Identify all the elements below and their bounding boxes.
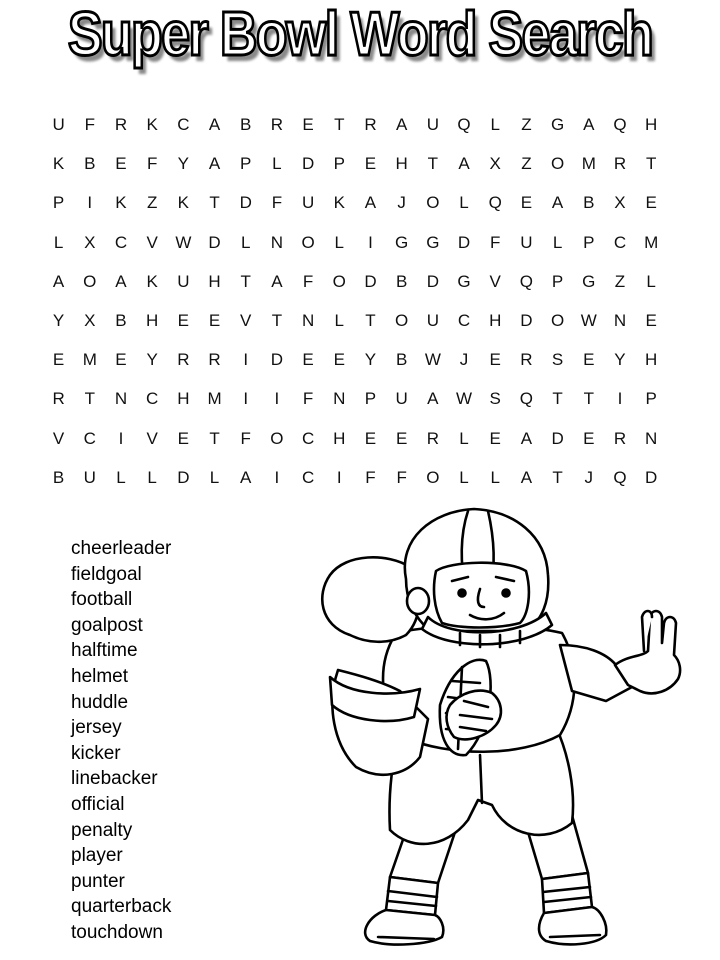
- grid-letter: H: [489, 310, 502, 330]
- word-list: [71, 536, 171, 946]
- grid-letter: Y: [52, 310, 65, 330]
- grid-letter: P: [52, 193, 65, 213]
- grid-letter: D: [364, 271, 377, 291]
- word-list-item: touchdown: [71, 921, 163, 943]
- grid-letter: U: [52, 115, 65, 134]
- grid-letter: C: [177, 115, 190, 134]
- grid-letter: E: [645, 193, 657, 213]
- word-list-item: penalty: [71, 819, 133, 841]
- grid-letter: G: [426, 232, 440, 252]
- grid-letter: V: [489, 271, 501, 291]
- grid-letter: R: [426, 428, 439, 448]
- word-list-item: player: [71, 845, 123, 867]
- grid-letter: A: [271, 271, 283, 291]
- grid-letter: P: [551, 271, 564, 291]
- grid-letter: Z: [521, 115, 532, 134]
- football-player-icon: [310, 505, 702, 955]
- grid-letter: O: [83, 271, 97, 291]
- grid-letter: A: [427, 389, 439, 409]
- grid-letter: R: [520, 350, 533, 370]
- grid-letter: T: [271, 310, 283, 330]
- grid-letter: K: [146, 115, 158, 134]
- grid-letter: I: [87, 193, 93, 213]
- grid-letter: C: [301, 428, 315, 448]
- grid-letter: U: [83, 467, 96, 487]
- grid-letter: M: [207, 389, 222, 409]
- grid-letter: Q: [457, 115, 471, 134]
- grid-letter: E: [177, 428, 190, 448]
- grid-letter: A: [52, 271, 65, 291]
- grid-letter: Q: [613, 115, 627, 134]
- grid-letter: C: [83, 428, 96, 448]
- grid-letter: T: [209, 193, 220, 213]
- grid-letter: N: [645, 428, 658, 448]
- grid-letter: L: [240, 232, 251, 252]
- grid-letter: G: [550, 115, 565, 134]
- grid-letter: P: [583, 232, 595, 252]
- grid-letter: Q: [519, 271, 534, 291]
- grid-letter: D: [270, 350, 284, 370]
- grid-letter: L: [53, 232, 64, 252]
- grid-letter: N: [301, 310, 315, 330]
- word-list-item: fieldgoal: [71, 563, 142, 585]
- grid-letter: L: [209, 467, 220, 487]
- grid-letter: N: [613, 310, 627, 330]
- grid-letter: S: [551, 350, 564, 370]
- grid-letter: K: [177, 193, 190, 213]
- grid-letter: U: [426, 310, 439, 330]
- grid-letter: F: [302, 271, 314, 291]
- grid-letter: D: [426, 271, 439, 291]
- grid-letter: W: [424, 350, 441, 370]
- grid-letter: I: [118, 428, 124, 448]
- grid-letter: F: [396, 467, 407, 487]
- grid-letter: H: [395, 154, 408, 174]
- grid-letter: A: [364, 193, 377, 213]
- grid-letter: O: [426, 193, 440, 213]
- grid-letter: T: [209, 428, 220, 448]
- grid-letter: O: [395, 310, 409, 330]
- grid-letter: F: [490, 232, 501, 252]
- grid-letter: Q: [488, 193, 502, 213]
- grid-letter: K: [52, 154, 65, 174]
- grid-letter: O: [550, 154, 565, 174]
- grid-letter: K: [146, 271, 158, 291]
- word-list-item: halftime: [71, 640, 138, 662]
- grid-letter: F: [271, 193, 283, 213]
- grid-letter: J: [584, 467, 594, 487]
- grid-letter: W: [580, 310, 597, 330]
- grid-letter: R: [208, 350, 221, 370]
- grid-letter: V: [52, 428, 65, 448]
- grid-letter: L: [147, 467, 157, 487]
- grid-letter: O: [332, 271, 346, 291]
- grid-letter: I: [274, 467, 280, 487]
- grid-letter: S: [489, 389, 501, 409]
- grid-letter: U: [301, 193, 315, 213]
- grid-letter: A: [583, 115, 595, 134]
- grid-letter: U: [177, 271, 190, 291]
- grid-letter: A: [520, 467, 533, 487]
- grid-letter: J: [397, 193, 406, 213]
- grid-letter: Y: [177, 154, 190, 174]
- grid-letter: P: [333, 154, 345, 174]
- grid-letter: B: [84, 154, 96, 174]
- grid-letter: F: [240, 428, 251, 448]
- grid-letter: H: [177, 389, 190, 409]
- grid-letter: O: [270, 428, 284, 448]
- grid-letter: Z: [521, 154, 532, 174]
- grid-letter: A: [208, 154, 221, 174]
- grid-letter: F: [302, 389, 314, 409]
- grid-letter: G: [395, 232, 409, 252]
- grid-letter: Y: [614, 350, 626, 370]
- grid-letter: Z: [146, 193, 158, 213]
- grid-letter: E: [645, 310, 657, 330]
- grid-letter: E: [333, 350, 345, 370]
- grid-letter: L: [490, 467, 500, 487]
- grid-letter: T: [240, 271, 251, 291]
- grid-letter: E: [364, 154, 377, 174]
- grid-letter: A: [240, 467, 252, 487]
- grid-letter: E: [177, 310, 190, 330]
- grid-letter: E: [489, 428, 501, 448]
- grid-letter: T: [552, 467, 563, 487]
- grid-letter: B: [395, 271, 408, 291]
- grid-letter: L: [272, 154, 282, 174]
- grid-letter: D: [520, 310, 533, 330]
- grid-letter: W: [175, 232, 192, 252]
- grid-letter: L: [459, 467, 469, 487]
- grid-letter: F: [365, 467, 376, 487]
- grid-letter: L: [334, 232, 345, 252]
- letter-grid: [43, 108, 667, 500]
- word-list-item: cheerleader: [71, 538, 172, 559]
- grid-letter: H: [333, 428, 346, 448]
- grid-letter: T: [365, 310, 376, 330]
- grid-letter: E: [52, 350, 65, 370]
- word-list-item: punter: [71, 870, 125, 892]
- grid-letter: K: [333, 193, 345, 213]
- grid-letter: E: [489, 350, 501, 370]
- grid-letter: T: [84, 389, 95, 409]
- grid-letter: L: [334, 310, 345, 330]
- grid-letter: W: [456, 389, 473, 409]
- grid-letter: B: [395, 350, 408, 370]
- grid-letter: I: [243, 350, 249, 370]
- grid-letter: P: [364, 389, 377, 409]
- grid-letter: L: [552, 232, 563, 252]
- grid-letter: I: [368, 232, 373, 252]
- grid-letter: F: [146, 154, 158, 174]
- grid-letter: N: [270, 232, 284, 252]
- word-list-item: kicker: [71, 742, 121, 764]
- grid-letter: E: [208, 310, 221, 330]
- word-list-item: goalpost: [71, 614, 143, 636]
- grid-letter: I: [243, 389, 249, 409]
- grid-letter: E: [364, 428, 377, 448]
- grid-letter: I: [617, 389, 623, 409]
- grid-letter: L: [646, 271, 656, 291]
- grid-letter: A: [551, 193, 564, 213]
- grid-letter: Y: [364, 350, 377, 370]
- grid-letter: O: [550, 310, 565, 330]
- grid-letter: H: [645, 115, 658, 134]
- grid-letter: X: [84, 232, 96, 252]
- word-list-item: helmet: [71, 665, 129, 687]
- grid-letter: Z: [614, 271, 626, 291]
- grid-letter: U: [426, 115, 439, 134]
- grid-letter: H: [146, 310, 159, 330]
- grid-letter: U: [520, 232, 533, 252]
- grid-letter: I: [336, 467, 342, 487]
- grid-letter: H: [208, 271, 221, 291]
- grid-letter: L: [490, 115, 500, 134]
- grid-letter: G: [582, 271, 596, 291]
- grid-letter: R: [114, 115, 128, 134]
- word-list-item: linebacker: [71, 768, 158, 790]
- grid-letter: T: [583, 389, 594, 409]
- grid-letter: V: [240, 310, 252, 330]
- grid-letter: D: [645, 467, 658, 487]
- grid-letter: V: [146, 232, 158, 252]
- grid-letter: Q: [613, 467, 627, 487]
- grid-letter: C: [146, 389, 159, 409]
- grid-letter: E: [520, 193, 533, 213]
- grid-letter: Y: [146, 350, 158, 370]
- grid-letter: R: [613, 154, 627, 174]
- grid-letter: E: [115, 154, 127, 174]
- grid-letter: C: [301, 467, 315, 487]
- grid-letter: C: [457, 310, 471, 330]
- grid-letter: L: [116, 467, 126, 487]
- grid-letter: R: [177, 350, 190, 370]
- grid-letter: T: [334, 115, 345, 134]
- grid-letter: A: [208, 115, 221, 134]
- grid-letter: T: [552, 389, 563, 409]
- grid-letter: X: [614, 193, 626, 213]
- grid-letter: M: [644, 232, 659, 252]
- grid-letter: B: [52, 467, 65, 487]
- grid-letter: I: [274, 389, 280, 409]
- grid-letter: E: [583, 428, 595, 448]
- grid-letter: Q: [519, 389, 534, 409]
- grid-letter: L: [459, 428, 469, 448]
- grid-letter: G: [457, 271, 471, 291]
- grid-letter: D: [457, 232, 471, 252]
- grid-letter: D: [551, 428, 564, 448]
- grid-letter: C: [613, 232, 627, 252]
- grid-letter: N: [333, 389, 346, 409]
- grid-letter: C: [114, 232, 128, 252]
- grid-letter: R: [52, 389, 65, 409]
- grid-letter: B: [115, 310, 127, 330]
- grid-letter: X: [489, 154, 501, 174]
- grid-letter: E: [395, 428, 408, 448]
- grid-letter: H: [645, 350, 658, 370]
- grid-letter: P: [240, 154, 252, 174]
- grid-letter: O: [301, 232, 315, 252]
- grid-letter: N: [114, 389, 128, 409]
- grid-letter: E: [115, 350, 127, 370]
- grid-letter: D: [239, 193, 252, 213]
- grid-letter: P: [645, 389, 657, 409]
- grid-letter: R: [613, 428, 627, 448]
- grid-letter: R: [270, 115, 284, 134]
- grid-letter: J: [459, 350, 469, 370]
- word-list-item: football: [71, 589, 133, 611]
- grid-letter: L: [459, 193, 469, 213]
- grid-letter: M: [82, 350, 97, 370]
- grid-letter: T: [427, 154, 439, 174]
- grid-letter: E: [302, 350, 314, 370]
- grid-letter: B: [240, 115, 252, 134]
- word-list-item: huddle: [71, 691, 129, 713]
- word-list-item: official: [71, 793, 125, 815]
- grid-letter: R: [364, 115, 377, 134]
- grid-letter: V: [146, 428, 158, 448]
- page-title: Super Bowl Word Search: [67, 0, 653, 69]
- grid-letter: A: [520, 428, 533, 448]
- grid-letter: E: [583, 350, 595, 370]
- grid-letter: D: [301, 154, 315, 174]
- grid-letter: K: [115, 193, 127, 213]
- word-list-item: jersey: [71, 717, 122, 739]
- grid-letter: A: [115, 271, 127, 291]
- grid-letter: D: [208, 232, 221, 252]
- grid-letter: A: [395, 115, 408, 134]
- grid-letter: O: [426, 467, 440, 487]
- grid-letter: B: [583, 193, 595, 213]
- grid-letter: A: [458, 154, 470, 174]
- word-list-item: quarterback: [71, 896, 172, 918]
- grid-letter: T: [645, 154, 657, 174]
- grid-letter: U: [395, 389, 408, 409]
- grid-letter: F: [84, 115, 95, 134]
- grid-letter: M: [581, 154, 596, 174]
- grid-letter: D: [177, 467, 190, 487]
- grid-letter: E: [302, 115, 314, 134]
- grid-letter: X: [84, 310, 96, 330]
